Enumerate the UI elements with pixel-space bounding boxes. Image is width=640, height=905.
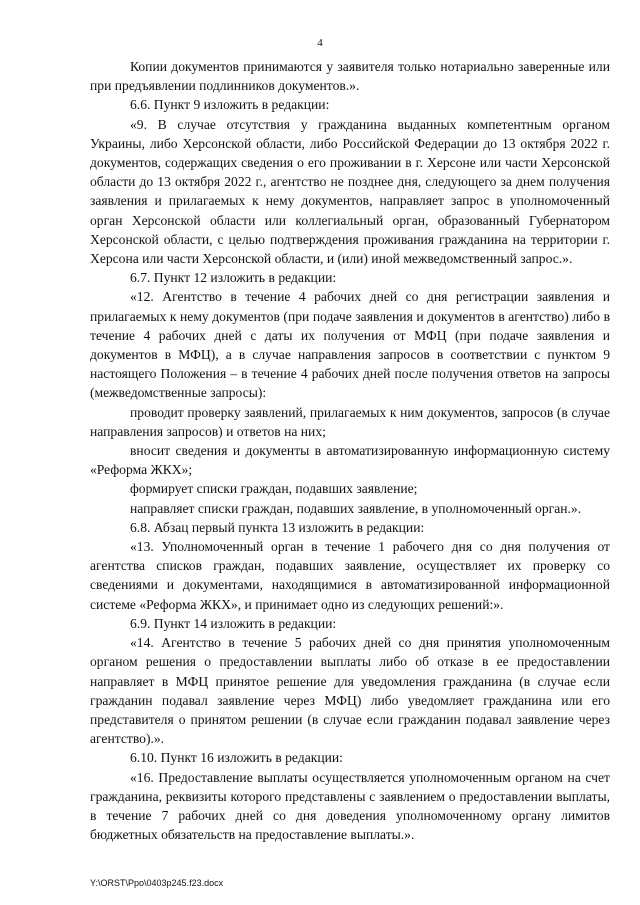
list-item: направляет списки граждан, подавших заявление, в уполномоченный орган.». [130,500,582,516]
paragraph: «16. Предоставление выплаты осуществляется уполномоченным органом на счет гражданина, реквизиты которого представлены с заявлением о предоставлении выплаты, в течение 7 рабочих дней со дня доведения уполномоченному органу лимитов бюджетных обязательств на предоставление выплаты.». [90,769,610,843]
paragraph: «9. В случае отсутствия у гражданина выданных компетентным органом Украины, либо Херсонской области, либо Российской Федерации до 13 октября 2022 г. документов, содержащих сведения о его проживании в г. Херсоне или части Херсонской области до 13 октября 2022 г., агентство не позднее дня, следующего за днем получения заявления и прилагаемых к нему документов, направляет запрос в уполномоченный орган Херсонской области или коллегиальный орган, образованный Губернатором Херсонской области, с целью подтверждения проживания гражданина на территории г. Херсона или части Херсонской области, и (или) иной межведомственный запрос.». [90,116,610,267]
paragraph: Копии документов принимаются у заявителя только нотариально заверенные или при предъявлении подлинников документов.». [90,59,610,94]
list-item: формирует списки граждан, подавших заявление; [130,481,418,497]
page-number: 4 [317,37,323,49]
footer-file-path: Y:\ORST\Ppo\0403p245.f23.docx [90,878,224,888]
section-heading-6-10: 6.10. Пункт 16 изложить в редакции: [130,750,343,766]
section-heading-6-6: 6.6. Пункт 9 изложить в редакции: [130,97,330,113]
section-heading-6-9: 6.9. Пункт 14 изложить в редакции: [130,615,337,631]
list-item: проводит проверку заявлений, прилагаемых к ним документов, запросов (в случае направления запросов) и ответов на них; [90,404,610,439]
section-heading-6-7: 6.7. Пункт 12 изложить в редакции: [130,270,337,286]
document-body [90,57,610,844]
section-heading-6-8: 6.8. Абзац первый пункта 13 изложить в редакции: [130,519,425,535]
paragraph: «12. Агентство в течение 4 рабочих дней со дня регистрации заявления и прилагаемых к нему документов (при подаче заявления и документов в агентство) либо в течение 4 рабочих дней с даты их получения от МФЦ (при подаче заявления и документов в МФЦ), а в случае направления запросов в соответствии с пунктом 9 настоящего Положения – в течение 4 рабочих дней после получения ответов на запросы (межведомственные запросы): [90,289,610,401]
list-item: вносит сведения и документы в автоматизированную информационную систему «Реформа ЖКХ»; [90,443,610,478]
paragraph: «14. Агентство в течение 5 рабочих дней со дня принятия уполномоченным органом решения о предоставлении выплаты либо об отказе в ее предоставлении направляет в МФЦ принятое решение для уведомления гражданина (в случае если гражданин подавал заявление через МФЦ) либо уведомляет гражданина или его представителя о принятом решении (в случае если гражданин подавал заявление через агентство).». [90,635,610,747]
paragraph: «13. Уполномоченный орган в течение 1 рабочего дня со дня получения от агентства списков граждан, подавших заявление, осуществляет их проверку со сведениями и документами, находящимися в автоматизированной информационной системе «Реформа ЖКХ», и принимает одно из следующих решений:». [90,539,610,612]
